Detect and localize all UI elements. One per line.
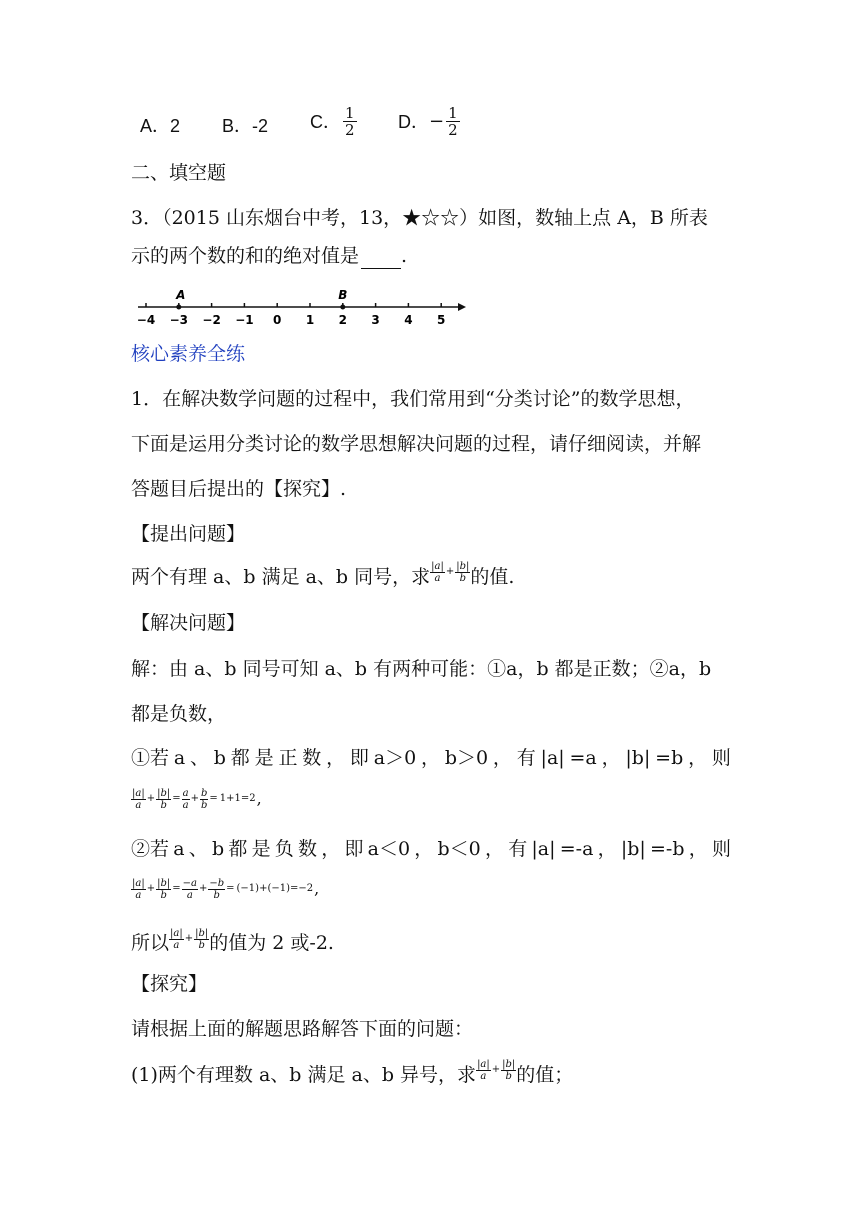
denominator-a: a <box>173 939 180 951</box>
numerator-neg-a: −a <box>182 877 197 889</box>
word: ①若 <box>131 747 170 769</box>
tick-label: −1 <box>235 313 254 327</box>
tick-label: −3 <box>169 313 189 327</box>
tick-label: −2 <box>202 313 221 327</box>
tick-label: 5 <box>437 313 446 327</box>
word: ， <box>601 747 621 769</box>
word: ， <box>597 838 617 860</box>
option-c-label: C． <box>310 111 341 132</box>
word: 则 <box>711 747 731 769</box>
denominator-b: b <box>505 1070 512 1082</box>
word: ， <box>414 838 434 860</box>
word: =-b <box>650 838 685 860</box>
result-case-1: 1+1=2 <box>219 793 256 804</box>
tick-label: 1 <box>305 313 315 327</box>
plus-sign: + <box>190 793 199 804</box>
point-a-dot <box>176 305 181 310</box>
fraction-denominator: 2 <box>448 121 458 139</box>
explore-text: 请根据上面的解题思路解答下面的问题： <box>131 1018 474 1040</box>
numerator-abs-b: |b| <box>157 877 171 889</box>
word: ， <box>688 747 708 769</box>
conclusion-line <box>131 927 334 956</box>
question-1-end: 的值； <box>516 1064 574 1086</box>
expr-abs-sum <box>476 1057 516 1083</box>
word: 即 <box>344 838 364 860</box>
option-d <box>398 105 462 138</box>
case-1-comma: , <box>256 789 262 808</box>
expr-abs-sum <box>430 559 470 585</box>
answer-blank <box>361 250 401 269</box>
word: a＞0 <box>373 747 417 769</box>
solve-line2: 都是负数， <box>131 703 227 725</box>
option-b: B．-2 <box>222 116 269 136</box>
question-3-period: . <box>401 245 408 267</box>
case-1-expression <box>131 786 262 812</box>
question-1-text: (1)两个有理数 a、b 满足 a、b 异号，求 <box>131 1064 477 1086</box>
numerator-neg-b: −b <box>209 877 225 889</box>
word: ， <box>321 838 341 860</box>
numerator-abs-a: |a| <box>431 560 444 572</box>
plus-sign: + <box>146 793 156 804</box>
question-3-text: 示的两个数的和的绝对值是 <box>131 245 360 267</box>
result-case-2: (−1)+(−1)=−2 <box>236 883 314 894</box>
word: b <box>213 747 226 769</box>
word: 、 <box>189 747 209 769</box>
propose-line <box>131 560 515 590</box>
numerator-abs-a: |a| <box>477 1058 490 1070</box>
word: ， <box>326 747 346 769</box>
word: ， <box>484 838 504 860</box>
plus-sign: + <box>491 1064 501 1075</box>
point-a-label: A <box>176 288 186 302</box>
word: 都 <box>230 747 250 769</box>
numerator-abs-b: |b| <box>195 927 209 939</box>
denominator-a: a <box>480 1070 487 1082</box>
case-2-line <box>131 836 731 862</box>
numerator-b: b <box>200 787 208 799</box>
conclusion-end: 的值为 2 或-2. <box>209 932 334 954</box>
numerator-a: a <box>182 787 189 799</box>
minus-sign: − <box>429 110 445 132</box>
denominator-b: b <box>459 572 466 584</box>
numerator-abs-b: |b| <box>157 787 171 799</box>
denominator-b: b <box>213 889 220 901</box>
denominator-a: a <box>135 889 142 901</box>
denominator-b: b <box>160 799 167 811</box>
word: 则 <box>711 838 731 860</box>
word: |b| <box>620 838 646 860</box>
word: b <box>211 838 225 860</box>
section-fill-blank: 二、填空题 <box>131 162 227 184</box>
core-literacy-heading: 核心素养全练 <box>131 343 246 365</box>
denominator-b: b <box>198 939 205 951</box>
word: 正 <box>278 747 298 769</box>
numerator-abs-a: |a| <box>170 927 183 939</box>
word: 有 <box>508 838 528 860</box>
problem-1-line2: 下面是运用分类讨论的数学思想解决问题的过程，请仔细阅读，并解 <box>131 433 702 455</box>
word: b＞0 <box>444 747 489 769</box>
tick-label: −4 <box>136 313 156 327</box>
point-b-label: B <box>338 288 348 302</box>
propose-end: 的值. <box>470 566 515 588</box>
expr-abs-sum <box>169 926 209 952</box>
denominator-b: b <box>160 889 167 901</box>
option-c <box>310 105 359 138</box>
word: =a <box>569 747 597 769</box>
word: ， <box>492 747 512 769</box>
word: 有 <box>516 747 536 769</box>
case-2-comma: , <box>314 879 320 898</box>
denominator-a: a <box>434 572 441 584</box>
tick-label: 2 <box>338 313 347 327</box>
fraction-numerator: 1 <box>448 104 458 122</box>
question-3-line2 <box>131 243 407 269</box>
option-a: A．2 <box>140 116 181 136</box>
numerator-abs-b: |b| <box>456 560 470 572</box>
arrow-right-icon <box>458 303 466 311</box>
equals-sign: = <box>172 793 181 804</box>
equals-sign: = <box>226 883 235 894</box>
option-d-label: D． <box>398 111 429 132</box>
word: b＜0 <box>437 838 481 860</box>
denominator-a: a <box>186 889 193 901</box>
plus-sign: + <box>198 883 208 894</box>
conclusion-start: 所以 <box>131 932 170 954</box>
fraction-numerator: 1 <box>345 104 355 122</box>
word: |a| <box>531 838 556 860</box>
word: 即 <box>349 747 369 769</box>
word: 负 <box>274 838 294 860</box>
number-line-figure <box>132 286 472 330</box>
plus-sign: + <box>445 566 455 577</box>
word: ②若 <box>131 838 170 860</box>
numerator-abs-a: |a| <box>132 877 145 889</box>
word: ， <box>420 747 440 769</box>
option-c-fraction <box>343 105 357 138</box>
denominator-a: a <box>135 799 142 811</box>
word: a <box>173 838 185 860</box>
expr-case-2 <box>131 876 314 902</box>
equals-sign: = <box>209 793 218 804</box>
word: =b <box>655 747 684 769</box>
problem-1-line3: 答题目后提出的【探究】. <box>131 478 347 500</box>
case-1-line <box>131 745 731 771</box>
word: 数 <box>298 838 318 860</box>
problem-1-line1: 1．在解决数学问题的过程中，我们常用到“分类讨论”的数学思想， <box>131 388 695 410</box>
denominator-b: b <box>200 799 208 811</box>
propose-text: 两个有理 a、b 满足 a、b 同号，求 <box>131 566 431 588</box>
point-b-dot <box>340 305 345 310</box>
plus-sign: + <box>146 883 156 894</box>
heading-explore: 【探究】 <box>131 973 208 995</box>
word: 都 <box>228 838 248 860</box>
numerator-abs-b: |b| <box>502 1058 516 1070</box>
fraction-denominator: 2 <box>345 121 355 139</box>
denominator-a: a <box>182 799 189 811</box>
heading-solve-problem: 【解决问题】 <box>131 612 246 634</box>
tick-label: 3 <box>371 313 380 327</box>
equals-sign: = <box>172 883 181 894</box>
word: a＜0 <box>367 838 411 860</box>
word: a <box>173 747 186 769</box>
tick-label: 0 <box>273 313 282 327</box>
word: 、 <box>188 838 208 860</box>
question-1-line <box>131 1058 574 1088</box>
solve-line1: 解：由 a、b 同号可知 a、b 有两种可能：①a，b 都是正数；②a，b <box>131 658 712 680</box>
option-d-fraction <box>446 105 460 138</box>
numerator-abs-a: |a| <box>132 787 145 799</box>
word: =-a <box>559 838 594 860</box>
word: 是 <box>254 747 274 769</box>
expr-case-1 <box>131 786 257 812</box>
word: |b| <box>625 747 651 769</box>
case-2-expression <box>131 876 319 902</box>
word: 数 <box>302 747 322 769</box>
word: ， <box>688 838 708 860</box>
question-3-line1: 3．（2015 山东烟台中考，13，★☆☆）如图，数轴上点 A，B 所表 <box>131 207 708 229</box>
tick-label: 4 <box>404 313 413 327</box>
word: 是 <box>251 838 271 860</box>
heading-propose-problem: 【提出问题】 <box>131 523 246 545</box>
word: |a| <box>540 747 565 769</box>
plus-sign: + <box>184 933 194 944</box>
